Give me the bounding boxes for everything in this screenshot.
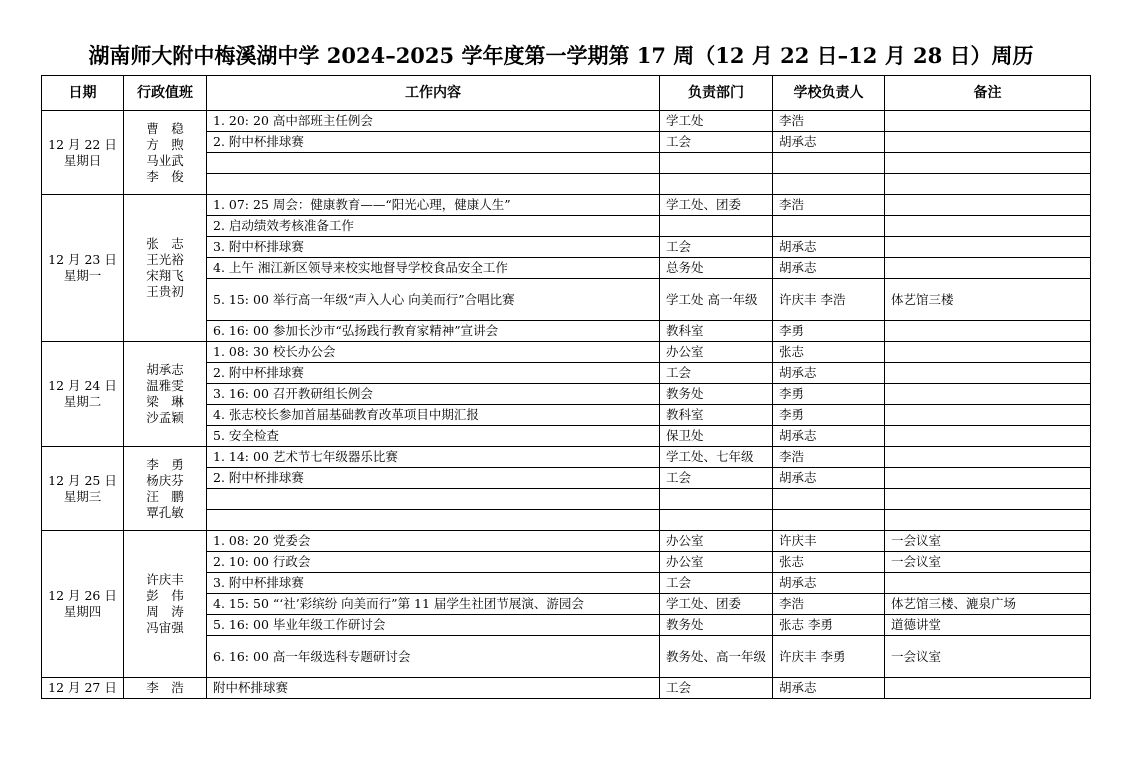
cell-leader: 胡承志 [773,573,885,594]
cell-content: 2. 附中杯排球赛 [207,132,660,153]
cell-content: 1. 14: 00 艺术节七年级器乐比赛 [207,447,660,468]
day-date-cell [42,342,124,447]
duty-staff-cell [124,447,207,531]
cell-dept: 学工处、七年级 [660,447,773,468]
cell-dept: 工会 [660,678,773,699]
duty-staff-name: 周 涛 [146,604,184,619]
cell-leader: 李浩 [773,111,885,132]
day-weekday: 星期一 [63,268,102,283]
cell-note: 道德讲堂 [885,615,1091,636]
cell-note [885,447,1091,468]
cell-content: 6. 16: 00 高一年级选科专题研讨会 [207,636,660,678]
cell-dept [660,510,773,531]
cell-dept: 工会 [660,363,773,384]
cell-dept: 工会 [660,468,773,489]
table-row [42,195,1091,216]
cell-leader: 胡承志 [773,258,885,279]
cell-note [885,405,1091,426]
cell-content: 3. 16: 00 召开教研组长例会 [207,384,660,405]
cell-note [885,426,1091,447]
cell-leader: 张志 [773,552,885,573]
header-dept: 负责部门 [660,76,773,111]
cell-content: 3. 附中杯排球赛 [207,573,660,594]
duty-staff-name: 温雅雯 [146,378,184,393]
cell-dept [660,153,773,174]
cell-dept [660,174,773,195]
duty-staff-cell [124,195,207,342]
duty-staff-name: 许庆丰 [146,572,184,587]
cell-leader: 李勇 [773,321,885,342]
cell-dept: 教科室 [660,321,773,342]
cell-content: 2. 附中杯排球赛 [207,363,660,384]
cell-note [885,573,1091,594]
cell-note [885,468,1091,489]
day-date: 12 月 24 日 [48,378,117,393]
cell-dept: 教务处 [660,384,773,405]
cell-dept [660,216,773,237]
day-weekday: 星期三 [63,488,102,504]
duty-staff-name: 李 勇 [146,456,184,472]
cell-leader: 许庆丰 李浩 [773,279,885,321]
header-row [42,76,1091,111]
cell-content: 2. 附中杯排球赛 [207,468,660,489]
duty-staff-name: 胡承志 [146,362,184,377]
cell-note [885,153,1091,174]
header-content: 工作内容 [207,76,660,111]
cell-note: 体艺馆三楼 [885,279,1091,321]
cell-dept: 办公室 [660,342,773,363]
day-weekday: 星期二 [63,394,102,409]
cell-note [885,321,1091,342]
cell-content: 2. 10: 00 行政会 [207,552,660,573]
cell-leader: 张志 李勇 [773,615,885,636]
cell-leader: 许庆丰 李勇 [773,636,885,678]
cell-leader: 胡承志 [773,678,885,699]
day-date: 12 月 26 日 [48,588,117,603]
cell-dept [660,489,773,510]
cell-leader: 李浩 [773,447,885,468]
cell-note [885,195,1091,216]
cell-content [207,510,660,531]
cell-note [885,510,1091,531]
cell-note [885,384,1091,405]
cell-dept: 学工处 高一年级 [660,279,773,321]
cell-content [207,489,660,510]
duty-staff-name: 杨庆芬 [146,472,184,488]
day-date-cell [42,447,124,531]
cell-content: 4. 张志校长参加首届基础教育改革项目中期汇报 [207,405,660,426]
day-date-cell [42,111,124,195]
duty-staff-name: 沙孟颖 [146,410,184,425]
duty-staff-name: 宋翔飞 [146,268,184,283]
table-row [42,111,1091,132]
weekly-calendar-table [41,75,1091,699]
cell-content: 5. 16: 00 毕业年级工作研讨会 [207,615,660,636]
cell-dept: 办公室 [660,552,773,573]
cell-content: 6. 16: 00 参加长沙市“弘扬践行教育家精神”宣讲会 [207,321,660,342]
cell-note [885,363,1091,384]
table-row [42,678,1091,699]
cell-note: 一会议室 [885,636,1091,678]
table-row [42,342,1091,363]
cell-note: 一会议室 [885,531,1091,552]
header-duty: 行政值班 [124,76,207,111]
cell-dept: 保卫处 [660,426,773,447]
day-date: 12 月 22 日 [48,136,117,152]
header-note: 备注 [885,76,1091,111]
duty-staff-name: 冯宙强 [146,620,184,635]
duty-staff-name: 王光裕 [146,252,184,267]
duty-staff-cell [124,342,207,447]
cell-leader: 张志 [773,342,885,363]
cell-dept: 工会 [660,132,773,153]
cell-content: 2. 启动绩效考核准备工作 [207,216,660,237]
cell-content: 1. 08: 30 校长办公会 [207,342,660,363]
cell-leader [773,510,885,531]
duty-staff-name: 李 浩 [146,680,184,695]
cell-leader: 李浩 [773,594,885,615]
day-date: 12 月 23 日 [48,252,117,267]
day-weekday: 星期四 [63,604,102,619]
duty-staff-name: 王贵初 [146,284,184,299]
cell-content: 4. 上午 湘江新区领导来校实地督导学校食品安全工作 [207,258,660,279]
duty-staff-cell [124,531,207,678]
cell-leader [773,489,885,510]
cell-dept: 教科室 [660,405,773,426]
cell-leader [773,216,885,237]
cell-leader: 李勇 [773,384,885,405]
cell-dept: 学工处 [660,111,773,132]
cell-leader: 胡承志 [773,132,885,153]
day-date-cell [42,678,124,699]
cell-note [885,237,1091,258]
cell-leader [773,174,885,195]
cell-leader: 胡承志 [773,468,885,489]
day-weekday: 星期日 [63,152,102,168]
table-row [42,447,1091,468]
page-title: 湖南师大附中梅溪湖中学 2024–2025 学年度第一学期第 17 周（12 月 22 日–12 月 28 日）周历 [88,43,1034,68]
header-leader: 学校负责人 [773,76,885,111]
cell-content [207,153,660,174]
day-date-cell [42,195,124,342]
cell-leader [773,153,885,174]
header-date: 日期 [42,76,124,111]
duty-staff-name: 彭 伟 [146,588,184,603]
cell-leader: 李勇 [773,405,885,426]
duty-staff-name: 李 俊 [146,168,184,184]
duty-staff-cell [124,678,207,699]
cell-dept: 工会 [660,573,773,594]
duty-staff-name: 张 志 [146,236,184,251]
cell-note: 体艺馆三楼、漉泉广场 [885,594,1091,615]
day-date: 12 月 25 日 [48,472,117,488]
cell-content: 1. 07: 25 周会：健康教育——“阳光心理，健康人生” [207,195,660,216]
cell-leader: 胡承志 [773,237,885,258]
duty-staff-name: 覃孔敏 [146,504,184,520]
cell-leader: 胡承志 [773,426,885,447]
cell-note [885,216,1091,237]
duty-staff-cell [124,111,207,195]
cell-leader: 李浩 [773,195,885,216]
cell-content [207,174,660,195]
cell-note: 一会议室 [885,552,1091,573]
cell-note [885,258,1091,279]
duty-staff-name: 方 煦 [146,136,184,152]
cell-dept: 工会 [660,237,773,258]
cell-content: 3. 附中杯排球赛 [207,237,660,258]
cell-dept: 学工处、团委 [660,195,773,216]
cell-content: 5. 安全检查 [207,426,660,447]
cell-content: 4. 15: 50 “‘社’彩缤纷 向美而行”第 11 届学生社团节展演、游园会 [207,594,660,615]
cell-dept: 学工处、团委 [660,594,773,615]
cell-note [885,111,1091,132]
duty-staff-name: 曹 稳 [146,120,184,136]
cell-content: 1. 20: 20 高中部班主任例会 [207,111,660,132]
cell-note [885,678,1091,699]
cell-dept: 教务处、高一年级 [660,636,773,678]
day-date: 12 月 27 日 [48,680,117,695]
duty-staff-name: 汪 鹏 [146,488,184,504]
table-row [42,531,1091,552]
cell-content: 5. 15: 00 举行高一年级“声入人心 向美而行”合唱比赛 [207,279,660,321]
cell-note [885,174,1091,195]
cell-note [885,132,1091,153]
cell-dept: 总务处 [660,258,773,279]
cell-note [885,342,1091,363]
duty-staff-name: 梁 琳 [146,394,184,409]
cell-content: 1. 08: 20 党委会 [207,531,660,552]
day-date-cell [42,531,124,678]
cell-note [885,489,1091,510]
cell-dept: 教务处 [660,615,773,636]
cell-dept: 办公室 [660,531,773,552]
cell-content: 附中杯排球赛 [207,678,660,699]
duty-staff-name: 马业武 [146,152,184,168]
cell-leader: 许庆丰 [773,531,885,552]
cell-leader: 胡承志 [773,363,885,384]
